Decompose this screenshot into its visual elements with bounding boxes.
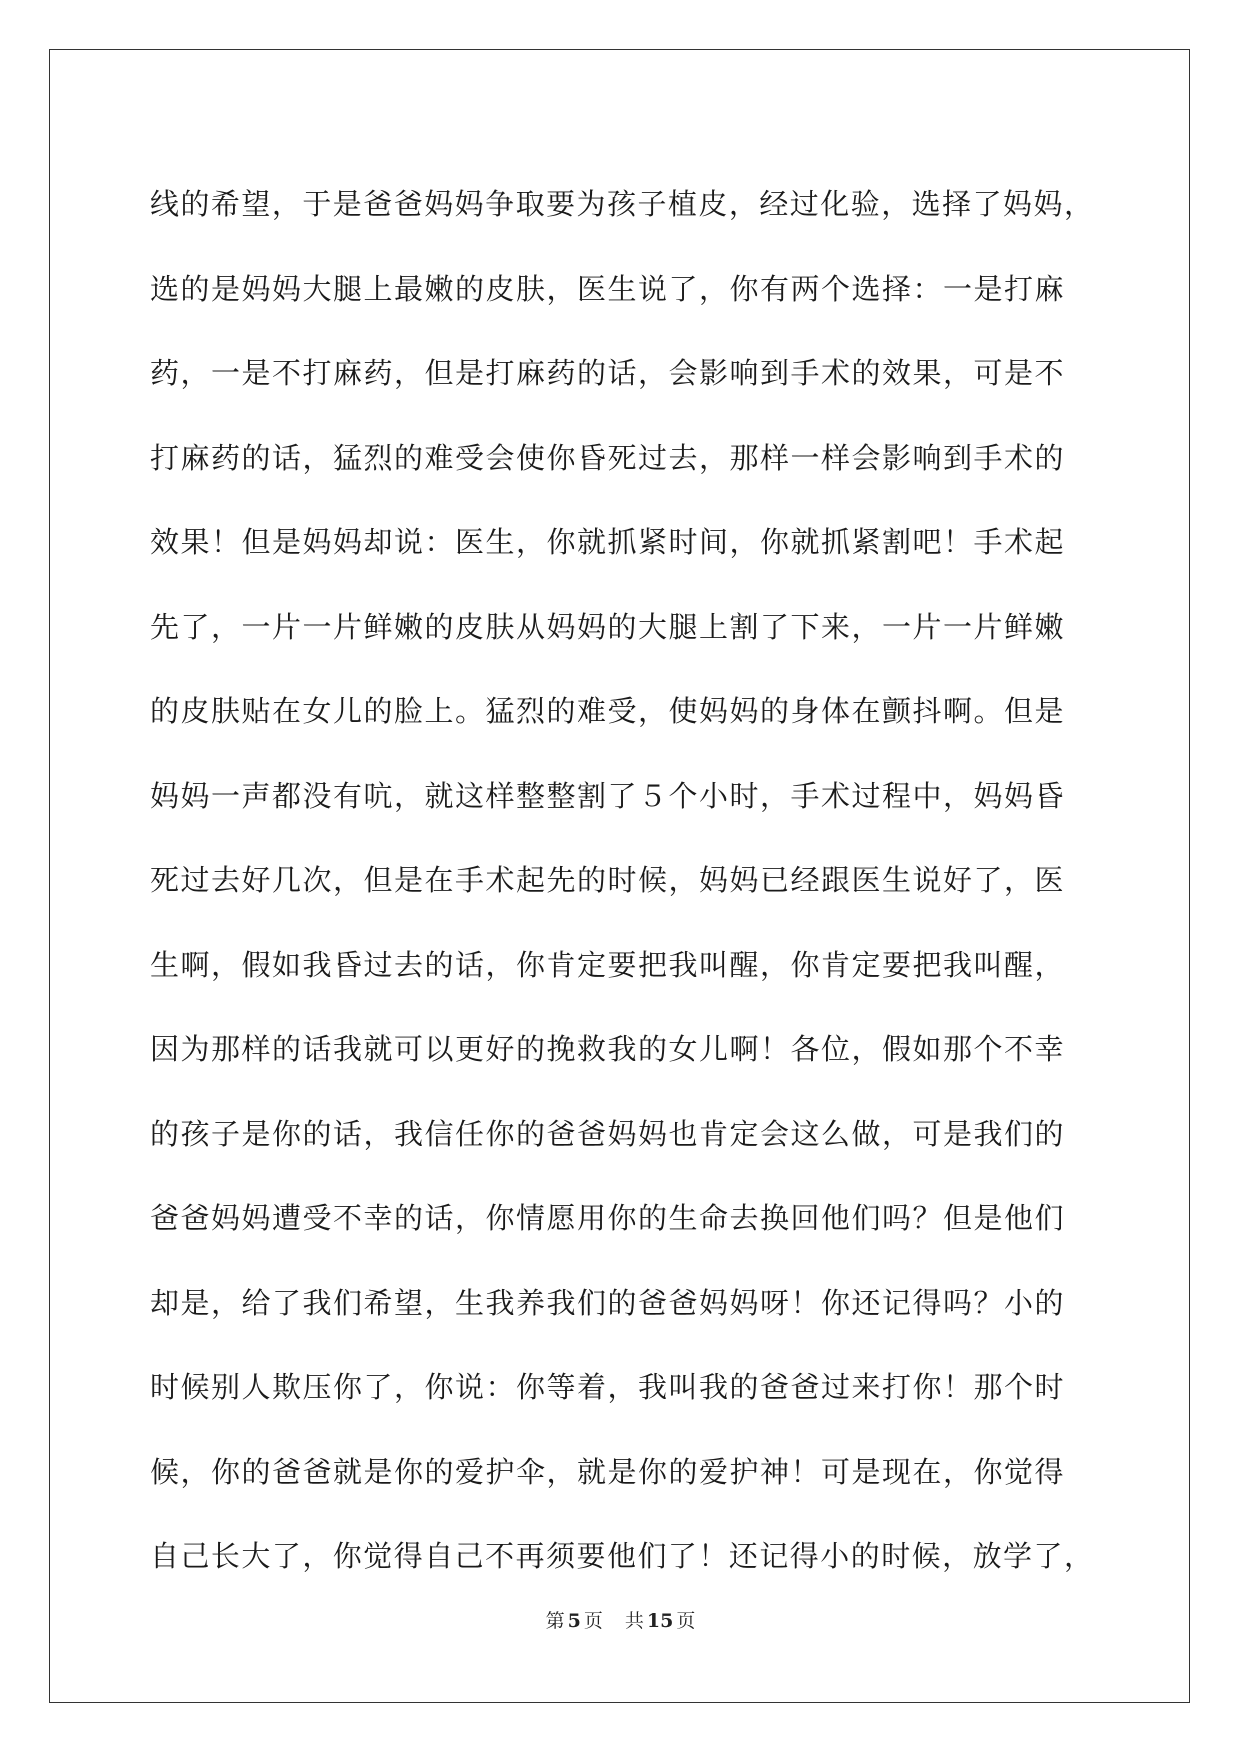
total-pages-prefix: 共 bbox=[624, 1610, 644, 1632]
text-line: 药，一是不打麻药，但是打麻药的话，会影响到手术的效果，可是不 bbox=[150, 356, 1066, 390]
text-line: 先了，一片一片鲜嫩的皮肤从妈妈的大腿上割了下来，一片一片鲜嫩 bbox=[150, 609, 1066, 644]
page-number-prefix: 第 bbox=[545, 1610, 565, 1632]
text-line: 的孩子是你的话，我信任你的爸爸妈妈也肯定会这么做，可是我们的 bbox=[150, 1116, 1066, 1151]
text-line: 爸爸妈妈遭受不幸的话，你情愿用你的生命去换回他们吗？但是他们 bbox=[150, 1201, 1066, 1235]
text-line: 候，你的爸爸就是你的爱护伞，就是你的爱护神！可是现在，你觉得 bbox=[150, 1454, 1066, 1489]
text-line: 死过去好几次，但是在手术起先的时候，妈妈已经跟医生说好了，医 bbox=[150, 863, 1066, 897]
current-page-number: 5 bbox=[567, 1610, 581, 1632]
page-number-unit: 页 bbox=[583, 1610, 603, 1632]
text-line: 打麻药的话，猛烈的难受会使你昏死过去，那样一样会影响到手术的 bbox=[150, 440, 1066, 475]
text-line: 因为那样的话我就可以更好的挽救我的女儿啊！各位，假如那个不幸 bbox=[150, 1032, 1066, 1066]
text-line: 妈妈一声都没有吭，就这样整整割了５个小时，手术过程中，妈妈昏 bbox=[150, 778, 1066, 813]
text-line: 生啊，假如我昏过去的话，你肯定要把我叫醒，你肯定要把我叫醒， bbox=[150, 947, 1066, 982]
text-line: 的皮肤贴在女儿的脸上。猛烈的难受，使妈妈的身体在颤抖啊。但是 bbox=[150, 694, 1066, 728]
text-line: 却是，给了我们希望，生我养我们的爸爸妈妈呀！你还记得吗？小的 bbox=[150, 1285, 1066, 1320]
total-pages-number: 15 bbox=[646, 1610, 674, 1632]
text-line: 时候别人欺压你了，你说：你等着，我叫我的爸爸过来打你！那个时 bbox=[150, 1370, 1066, 1404]
page-footer bbox=[0, 1606, 1241, 1633]
text-line: 效果！但是妈妈却说：医生，你就抓紧时间，你就抓紧割吧！手术起 bbox=[150, 525, 1066, 559]
text-line: 选的是妈妈大腿上最嫩的皮肤，医生说了，你有两个选择：一是打麻 bbox=[150, 271, 1066, 306]
text-line: 自己长大了，你觉得自己不再须要他们了！还记得小的时候，放学了， bbox=[150, 1539, 1095, 1573]
total-pages-unit: 页 bbox=[676, 1610, 696, 1632]
body-text bbox=[150, 162, 1095, 1599]
text-line: 线的希望，于是爸爸妈妈争取要为孩子植皮，经过化验，选择了妈妈， bbox=[150, 187, 1095, 221]
